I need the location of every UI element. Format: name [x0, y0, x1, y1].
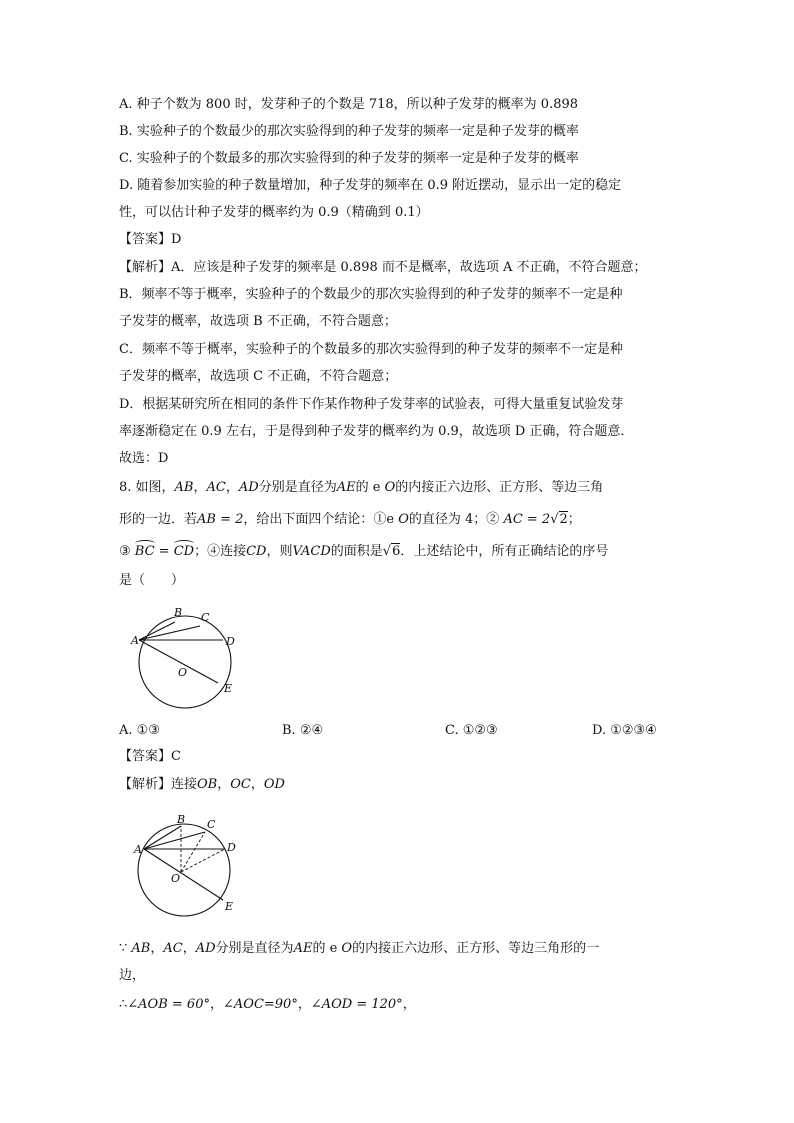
q7-option-d-line1: D. 随着参加实验的种子数量增加，种子发芽的频率在 0.9 附近摆动，显示出一定的稳定: [119, 178, 622, 193]
segment-od: [181, 849, 225, 872]
q7-answer: 【答案】D: [119, 232, 182, 247]
q8-stem-line2: 形的一边．若AB = 2，给出下面四个结论：①e O的直径为 4；② AC = 2√2；: [119, 512, 581, 527]
q8-stem-line4: 是（ ）: [119, 573, 185, 588]
label-o: O: [171, 872, 181, 885]
chord-ab: [139, 622, 175, 640]
arc-cd: CD: [173, 544, 195, 559]
q7-analysis-line6: D．根据某研究所在相同的条件下作某作物种子发芽率的试验表，可得大量重复试验发芽: [119, 397, 624, 412]
q8-option-b: B. ②④: [282, 723, 324, 738]
q7-analysis-line5: 子发芽的概率，故选项 C 不正确，不符合题意；: [119, 369, 398, 384]
label-c: C: [201, 611, 210, 624]
q8-stem-line1: 8. 如图，AB，AC，AD分别是直径为AE的 e O的内接正六边形、正方形、等边三角: [119, 480, 604, 495]
q7-analysis-line8: 故选：D: [119, 451, 169, 466]
q8-option-d: D. ①②③④: [592, 723, 657, 738]
label-d: D: [226, 635, 235, 648]
q8-option-a: A. ①③: [119, 723, 160, 738]
q8-answer: 【答案】C: [119, 749, 181, 764]
chord-ac: [139, 626, 200, 640]
label-a: A: [134, 843, 142, 856]
q8-analysis-head: 【解析】连接OB，OC，OD: [119, 777, 285, 792]
q7-analysis-line4: C．频率不等于概率，实验种子的个数最多的那次实验得到的种子发芽的频率不一定是种: [119, 342, 623, 357]
since-line1: ∵ AB，AC，AD分别是直径为AE的 e O的内接正六边形、正方形、等边三角形的一: [119, 941, 600, 956]
label-b: B: [177, 813, 186, 826]
label-e: E: [225, 900, 234, 913]
q7-option-b: B. 实验种子的个数最少的那次实验得到的种子发芽的频率一定是种子发芽的概率: [119, 124, 579, 139]
label-b: B: [174, 606, 183, 619]
label-a: A: [131, 634, 139, 647]
q7-option-a: A. 种子个数为 800 时，发芽种子的个数是 718，所以种子发芽的概率为 0.898: [119, 97, 579, 112]
q8-option-c: C. ①②③: [445, 723, 498, 738]
circle-figure-1: [125, 602, 245, 712]
q7-analysis-line7: 率逐渐稳定在 0.9 左右，于是得到种子发芽的概率约为 0.9，故选项 D 正确，符合题意．: [119, 424, 634, 439]
since-line2: 边，: [119, 968, 146, 983]
label-e: E: [224, 682, 233, 695]
arc-bc: BC: [134, 544, 155, 559]
q7-analysis-line1: 【解析】A．应该是种子发芽的频率是 0.898 而不是概率，故选项 A 不正确，不符合题意；: [119, 260, 647, 275]
therefore-line: ∴∠AOB = 60°，∠AOC=90°，∠AOD = 120°，: [119, 997, 416, 1012]
q7-analysis-line2: B．频率不等于概率，实验种子的个数最少的那次实验得到的种子发芽的频率不一定是种: [119, 287, 623, 302]
q7-option-c: C. 实验种子的个数最多的那次实验得到的种子发芽的频率一定是种子发芽的概率: [119, 151, 579, 166]
q8-stem-line3: ③ BC = CD；④连接CD，则VACD的面积是√6．上述结论中，所有正确结论的序号: [119, 544, 609, 559]
chord-ac: [144, 832, 205, 849]
label-c: C: [207, 818, 216, 831]
q7-option-d-line2: 性，可以估计种子发芽的概率约为 0.9（精确到 0.1）: [119, 205, 429, 220]
label-o: O: [178, 666, 188, 679]
diameter-ae: [144, 849, 223, 900]
label-d: D: [227, 841, 236, 854]
q7-analysis-line3: 子发芽的概率，故选项 B 不正确，不符合题意；: [119, 314, 397, 329]
circle-figure-2: [125, 812, 245, 924]
